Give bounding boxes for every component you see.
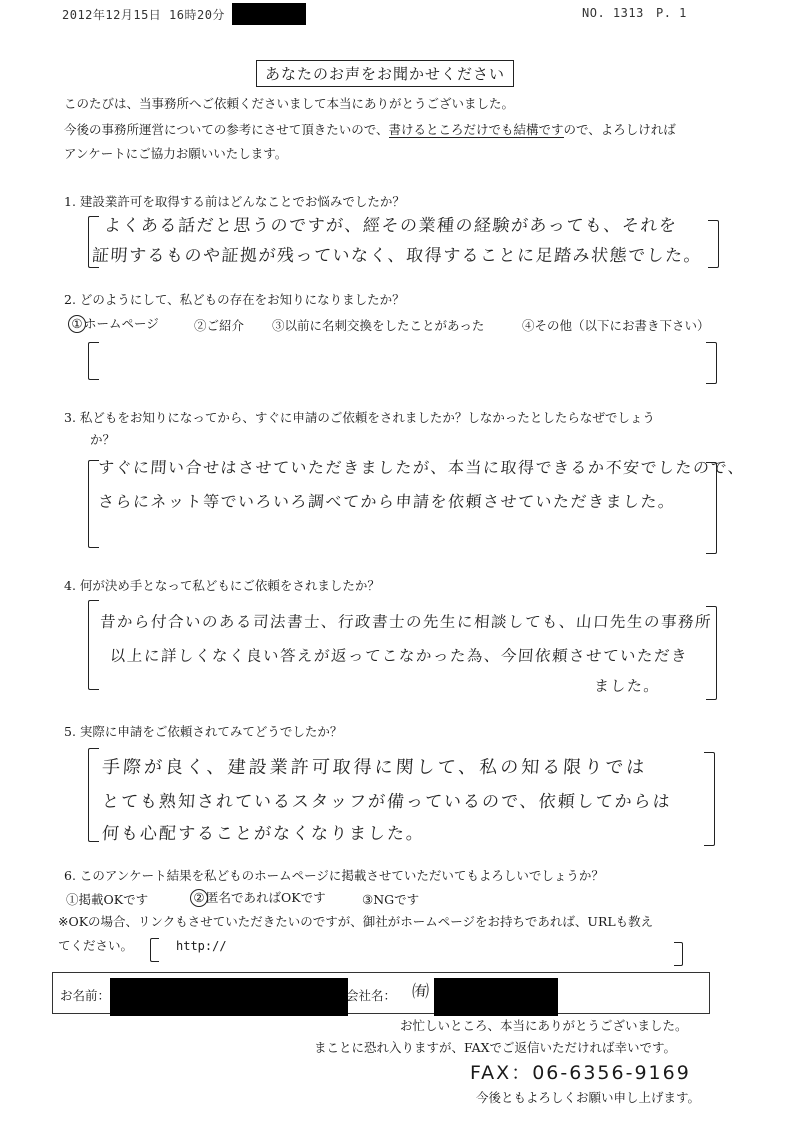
q5-question: 5. 実際に申請をご依頼されてみてどうでしたか？: [64, 724, 343, 739]
redaction-block: [110, 978, 348, 1016]
q2-option-referral: ②ご紹介: [194, 318, 245, 333]
answer-bracket-right: [704, 752, 715, 846]
q6-option-publish-ok: ①掲載OKです: [66, 892, 149, 907]
q5-answer-line-2: とても熟知されているスタッフが備っているので、依頼してからは: [101, 792, 673, 812]
url-prefix: http://: [176, 939, 227, 953]
redaction-block: [232, 3, 306, 25]
fax-page: P. 1: [656, 6, 687, 20]
company-prefix: ㈲: [411, 982, 432, 1002]
answer-bracket-left: [88, 748, 99, 842]
redaction-block: [434, 978, 558, 1016]
intro-line-2-pre: 今後の事務所運営についての参考にさせて頂きたいので、: [64, 122, 389, 137]
closing-line-1: お忙しいところ、本当にありがとうございました。: [400, 1018, 688, 1033]
url-bracket-right: [674, 942, 683, 966]
intro-line-1: このたびは、当事務所へご依頼くださいまして本当にありがとうございました。: [64, 96, 515, 111]
q6-option-selected-mark: ②: [190, 889, 208, 907]
q1-answer-line-1: よくある話だと思うのですが、經その業種の経験があっても、それを: [103, 216, 679, 236]
q4-answer-line-1: 昔から付合いのある司法書士、行政書士の先生に相談しても、山口先生の事務所: [99, 613, 713, 631]
q5-answer-line-3: 何も心配することがなくなりました。: [101, 824, 426, 844]
intro-line-2-post: ので、よろしければ: [563, 122, 676, 137]
q6-option-anonymous-ok: [190, 888, 326, 907]
intro-underlined-text: 書けるところだけでも結構です: [388, 122, 564, 137]
name-label: お名前：: [60, 988, 111, 1003]
answer-bracket-left: [88, 342, 99, 380]
q2-option-homepage-label: ホームページ: [84, 316, 159, 331]
q2-option-business-card: ③以前に名刺交換をしたことがあった: [272, 318, 485, 333]
intro-line-2: [64, 120, 676, 140]
q6-option-ng: ③NGです: [362, 892, 420, 907]
q3-question-line-1: 3. 私どもをお知りになってから、すぐに申請のご依頼をされましたか？しなかったとしたらなぜでしょう: [64, 410, 655, 425]
company-label: 会社名：: [346, 988, 397, 1003]
answer-bracket-left: [88, 600, 99, 690]
closing-line-2: まことに恐れ入りますが、FAXでご返信いただければ幸いです。: [314, 1040, 677, 1055]
closing-line-3: 今後ともよろしくお願い申し上げます。: [476, 1090, 701, 1105]
q1-question: 1. 建設業許可を取得する前はどんなことでお悩みでしたか？: [64, 194, 405, 209]
answer-bracket-right: [708, 220, 719, 268]
q6-option-anonymous-label: 匿名であればOKです: [206, 890, 326, 905]
q1-answer-line-2: 証明するものや証拠が残っていなく、取得することに足踏み状態でした。: [91, 246, 703, 266]
url-bracket-left: [150, 938, 159, 962]
q4-answer-line-3: ました。: [593, 677, 661, 695]
q2-option-selected-mark: ①: [68, 315, 86, 333]
fax-number: NO. 1313: [582, 6, 644, 20]
q3-answer-line-2: さらにネット等でいろいろ調べてから申請を依頼させていただきました。: [97, 492, 677, 511]
intro-line-3: アンケートにご協力お願いいたします。: [64, 146, 288, 161]
q2-option-other: ④その他（以下にお書き下さい）: [522, 318, 710, 333]
q6-question: 6. このアンケート結果を私どものホームページに掲載させていただいてもよろしいでしょうか？: [64, 868, 604, 883]
q5-answer-line-1: 手際が良く、建設業許可取得に関して、私の知る限りでは: [101, 757, 649, 778]
q2-option-homepage: [68, 314, 159, 333]
answer-bracket-right: [706, 342, 717, 384]
q6-note-line-1: ※OKの場合、リンクもさせていただきたいのですが、御社がホームページをお持ちであれば、URLも教え: [58, 914, 654, 929]
q3-question-line-2: か？: [90, 432, 116, 447]
q4-question: 4. 何が決め手となって私どもにご依頼をされましたか？: [64, 578, 380, 593]
fax-datetime: 2012年12月15日 16時20分: [62, 8, 225, 22]
page-title: あなたのお声をお聞かせください: [256, 60, 514, 87]
fax-number-line: FAX：06-6356-9169: [470, 1062, 691, 1084]
q4-answer-line-2: 以上に詳しくなく良い答えが返ってこなかった為、今回依頼させていただき: [109, 647, 689, 665]
q2-question: 2. どのようにして、私どもの存在をお知りになりましたか？: [64, 292, 405, 307]
q3-answer-line-1: すぐに問い合せはさせていただきましたが、本当に取得できるか不安でしたので、: [97, 458, 746, 477]
q6-note-line-2: てください。: [58, 938, 134, 953]
